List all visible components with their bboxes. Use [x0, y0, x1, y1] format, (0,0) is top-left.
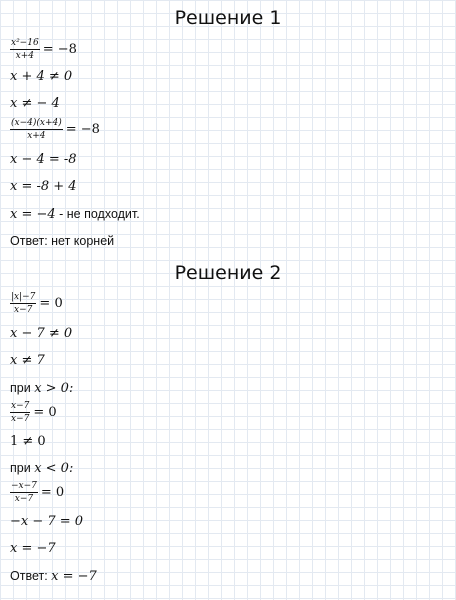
- s2-answer: [10, 568, 97, 585]
- equation-rhs: = −8: [42, 41, 77, 57]
- s1-result-math: x = −4: [10, 207, 56, 222]
- case-condition: x > 0:: [34, 381, 74, 396]
- fraction-numerator: x−7: [11, 401, 30, 411]
- fraction-numerator: (x−4)(x+4): [11, 118, 62, 128]
- s1-excluded-value: x ≠ − 4: [10, 96, 60, 111]
- s2-fraction-3: [10, 481, 38, 504]
- s1-linear-equation: x − 4 = -8: [10, 152, 77, 167]
- fraction-denominator: x+4: [15, 51, 35, 61]
- fraction-denominator: x−7: [14, 494, 34, 504]
- s2-equation-1: [10, 292, 63, 315]
- equation-rhs: = −8: [65, 121, 100, 137]
- s2-solution: x = −7: [10, 541, 56, 556]
- fraction-numerator: |x|−7: [11, 292, 36, 302]
- s2-contradiction: 1 ≠ 0: [10, 434, 46, 449]
- s1-solve-step: x = -8 + 4: [10, 179, 77, 194]
- s2-case-positive: [10, 380, 73, 397]
- answer-value: x = −7: [51, 569, 97, 584]
- s2-equation-positive: [10, 401, 57, 424]
- s2-equation-negative: [10, 481, 64, 504]
- case-label: при: [10, 381, 35, 395]
- case-label: при: [10, 461, 35, 475]
- solution-1-title: Решение 1: [174, 7, 282, 29]
- equation-rhs: = 0: [40, 484, 65, 500]
- s1-equation-1: [10, 38, 77, 61]
- solution-2-title: Решение 2: [174, 262, 282, 284]
- s2-linear-equation: −x − 7 = 0: [10, 514, 84, 529]
- s2-fraction-1: [10, 292, 36, 315]
- s1-fraction-2: [10, 118, 63, 141]
- s1-answer: Ответ: нет корней: [10, 234, 115, 248]
- answer-label: Ответ:: [10, 569, 52, 583]
- fraction-numerator: x²−16: [11, 38, 39, 48]
- fraction-numerator: −x−7: [11, 481, 37, 491]
- s1-domain-line: x + 4 ≠ 0: [10, 69, 73, 84]
- s2-fraction-2: [10, 401, 30, 424]
- s1-result-comment: - не подходит.: [55, 207, 140, 221]
- equation-rhs: = 0: [33, 404, 57, 420]
- fraction-denominator: x−7: [14, 305, 33, 315]
- fraction-denominator: x−7: [11, 414, 30, 424]
- case-condition: x < 0:: [34, 461, 74, 476]
- s2-domain-line: x − 7 ≠ 0: [10, 326, 73, 341]
- s1-result-line: [10, 206, 140, 223]
- s1-fraction-1: [10, 38, 40, 61]
- s1-equation-factored: [10, 118, 100, 141]
- fraction-denominator: x+4: [27, 131, 46, 141]
- s2-case-negative: [10, 460, 73, 477]
- equation-rhs: = 0: [39, 295, 63, 311]
- s2-excluded-value: x ≠ 7: [10, 353, 45, 368]
